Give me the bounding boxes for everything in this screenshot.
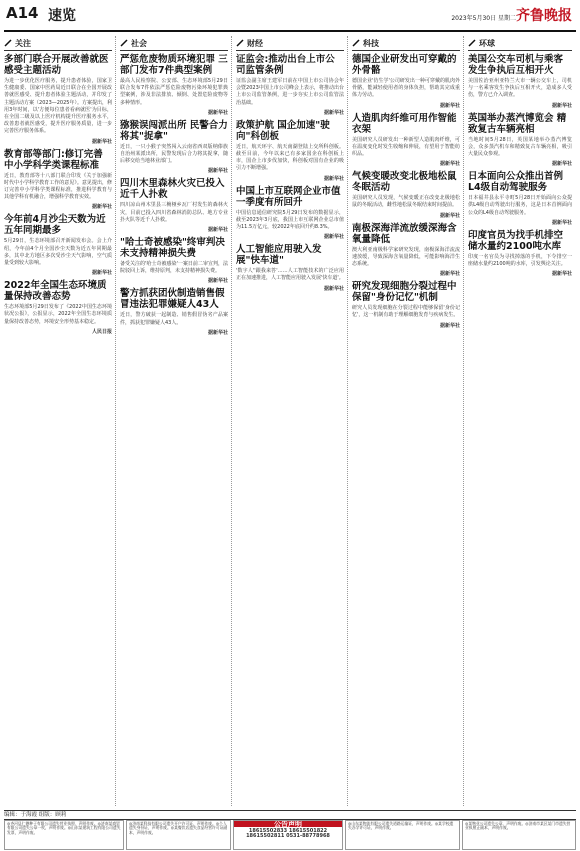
article-body: 近日，教育部等十八部门联合印发《关于加强新时代中小学科学教育工作的意见》。意见提出，修订完善中小学科学类课程标准，推进科学教育与其他学科有机融合，增强科学教育实效。 bbox=[4, 172, 112, 201]
column-4 bbox=[468, 36, 575, 806]
article bbox=[4, 280, 112, 335]
article-headline[interactable]: 英国举办蒸汽博览会 精致复古车辆亮相 bbox=[468, 112, 567, 135]
article-source: 据新华社 bbox=[551, 271, 572, 278]
section-title: 速览 bbox=[48, 8, 76, 24]
article-source: 据新华社 bbox=[439, 161, 460, 168]
article bbox=[236, 186, 344, 241]
column-heading bbox=[468, 36, 572, 51]
article-headline[interactable]: 中国上市互联网企业市值一季度有所回升 bbox=[236, 185, 341, 208]
article bbox=[236, 244, 344, 291]
article-source: 据新华社 bbox=[91, 270, 112, 277]
article-source: 据新华社 bbox=[323, 234, 344, 241]
article-source: 据新华社 bbox=[323, 109, 344, 116]
article-body: 日本福井县永平寺町5月28日开始面向公众提供L4级自动驾驶出行服务，这是日本首例面向公众的L4级自动驾驶服务。 bbox=[468, 195, 572, 216]
article-source: 据新华社 bbox=[91, 138, 112, 145]
article-body: 美国研究人员发现，气候变暖正在改变北极地松鼠的冬眠活动，雌性地松鼠冬眠结束时间提前。 bbox=[352, 195, 460, 209]
article bbox=[352, 171, 460, 218]
ad-block: ◎某物业公司遗失公章，声明作废。◎济南市某区某门市遗失营业执照正副本，声明作废。 bbox=[462, 820, 576, 850]
article bbox=[352, 113, 460, 168]
article-source: 据新华社 bbox=[439, 322, 460, 329]
article-headline[interactable]: 人造肌肉纤维可用作智能衣架 bbox=[352, 112, 457, 135]
article-headline[interactable]: 猕猴误闯派出所 民警合力将其"捉拿" bbox=[120, 119, 228, 142]
article-headline[interactable]: "哈士奇被感染"终审判决 未支持精神损失费 bbox=[120, 237, 225, 260]
article-source: 据新华社 bbox=[551, 102, 572, 109]
article-source: 据新华社 bbox=[207, 227, 228, 234]
article bbox=[236, 54, 344, 116]
article-headline[interactable]: 气候变暖改变北极地松鼠冬眠活动 bbox=[352, 171, 457, 194]
column-title: 环球 bbox=[479, 38, 495, 48]
slash-icon bbox=[468, 39, 476, 47]
slash-icon bbox=[352, 39, 360, 47]
article-headline[interactable]: 日本面向公众推出首例L4级自动驾驶服务 bbox=[468, 171, 564, 194]
article-headline[interactable]: 多部门联合开展改善就医感受主题活动 bbox=[4, 54, 109, 76]
article-headline[interactable]: 南极深海洋流放缓深海含氧量降低 bbox=[352, 222, 457, 245]
article-body: 备受关注的'哈士奇被感染'一案日前二审宣判，法院驳回上诉，维持原判，未支持精神损失费。 bbox=[120, 261, 228, 275]
article-source: 人民日报 bbox=[91, 328, 112, 335]
editor-credits: 编辑：于海霞 组版：顾莉 bbox=[4, 810, 576, 820]
article-source: 据新华社 bbox=[91, 204, 112, 211]
article-source: 据新华社 bbox=[439, 271, 460, 278]
notice-title: 公告声明 bbox=[234, 821, 342, 827]
column-1 bbox=[120, 36, 232, 806]
ad-block: ◎济南某科技有限公司遗失开户许可证，声明作废。◎个人遗失身份证，声明作废。◎某餐饮店遗失食品经营许可证副本，声明作废。 bbox=[126, 820, 231, 850]
article bbox=[4, 54, 112, 145]
article-headline[interactable]: 警方抓获团伙制造销售假冒违法犯罪嫌疑人43人 bbox=[120, 288, 225, 311]
article-headline[interactable]: 证监会:推动出台上市公司监管条例 bbox=[236, 54, 335, 76]
notice-block bbox=[233, 820, 343, 850]
ad-block: ◎山东某物流有限公司遗失道路运输证，声明作废。◎某学校遗失办学许可证，声明作废。 bbox=[345, 820, 460, 850]
article-source: 据新华社 bbox=[439, 212, 460, 219]
article-body: 当地时间5月28日，英国某地举办蒸汽博览会，众多蒸汽机车和精致复古车辆亮相，吸引大量民众参观。 bbox=[468, 136, 572, 158]
article-headline[interactable]: 印度官员为找手机排空储水量约2100吨水库 bbox=[468, 229, 564, 252]
article-headline[interactable]: 美国公交车司机与乘客发生争执后互相开火 bbox=[468, 54, 564, 76]
page-header bbox=[4, 2, 576, 32]
article-headline[interactable]: 研究发现细胞分裂过程中保留"身份记忆"机制 bbox=[352, 281, 457, 304]
article-body: 证监会副主席王建军日前在中国上市公司协会年会暨2023中国上市公司峰会上表示，将推动出台上市公司监管条例，进一步夯实上市公司监管法治基础。 bbox=[236, 78, 344, 106]
article-body: 四川凉山州木里县三桷桠乡瓦厂村发生的森林火灾，目前已投入四川省森林消防总队、地方专业扑火队等近千人扑救。 bbox=[120, 202, 228, 223]
article-body: 印度一名官员为寻找掉落的手机，下令排空一座储水量约2100吨的水库，引发舆论关注。 bbox=[468, 253, 572, 268]
article-source: 据新华社 bbox=[551, 219, 572, 226]
column-title: 社会 bbox=[131, 38, 147, 48]
article bbox=[120, 120, 228, 175]
article-source: 据新华社 bbox=[207, 278, 228, 285]
article-body: 中国信息通信研究院5月29日发布的数据显示，截至2023年3月底，我国上市互联网企业总市值为11.5万亿元，较2022年底回升约8.3%。 bbox=[236, 209, 344, 231]
article-headline[interactable]: 严惩危废物质环境犯罪 三部门发布7件典型案例 bbox=[120, 54, 228, 76]
article-source: 据新华社 bbox=[551, 161, 572, 168]
column-title: 关注 bbox=[15, 38, 31, 48]
column-title: 财经 bbox=[247, 38, 263, 48]
article-body: 近日，警方破获一起制造、销售假冒伪劣产品案件，抓获犯罪嫌疑人43人。 bbox=[120, 312, 228, 326]
article bbox=[120, 178, 228, 233]
article-body: 近日，一只小猴子突然闯入云南省西双版纳傣族自治州某派出所，民警发现后合力将其捉拿，随后移交给当地林业部门。 bbox=[120, 143, 228, 165]
column-heading bbox=[236, 36, 344, 51]
article bbox=[468, 230, 572, 277]
article-headline[interactable]: 今年前4月沙尘天数为近五年同期最多 bbox=[4, 214, 106, 237]
article-source: 据新华社 bbox=[323, 175, 344, 182]
article bbox=[4, 149, 112, 211]
article-source: 据新华社 bbox=[439, 102, 460, 109]
article-headline[interactable]: 德国企业研发出可穿戴的外骨骼 bbox=[352, 54, 457, 76]
article-body: 生态环境部5月29日发布了《2022中国生态环境状况公报》，公报显示，2022年全国生态环境质量保持改善态势，环境安全形势基本稳定。 bbox=[4, 304, 112, 325]
article bbox=[352, 54, 460, 109]
column-0 bbox=[4, 36, 116, 806]
article bbox=[468, 113, 572, 168]
column-title: 科技 bbox=[363, 38, 379, 48]
column-heading bbox=[4, 36, 112, 51]
article-headline[interactable]: 人工智能应用驶入发展"快车道" bbox=[236, 244, 322, 267]
column-2 bbox=[236, 36, 348, 806]
article bbox=[120, 288, 228, 335]
article-body: 5月29日，生态环境部召开新闻发布会。会上介绍，今年前4个月全国沙尘天数为近五年同期最多，其中北方地区多次受沙尘天气影响，空气质量受到较大影响。 bbox=[4, 238, 112, 267]
article-headline[interactable]: 2022年全国生态环境质量保持改善态势 bbox=[4, 280, 107, 303]
column-heading bbox=[352, 36, 460, 51]
article bbox=[236, 120, 344, 182]
slash-icon bbox=[120, 39, 128, 47]
article-source: 据新华社 bbox=[207, 109, 228, 116]
page-number: A14 bbox=[6, 4, 39, 22]
article-headline[interactable]: 政策护航 国企加速"驶向"科创板 bbox=[236, 119, 330, 142]
article bbox=[468, 54, 572, 109]
ad-block: ◎齐河县仁德种子有限公司遗失营业执照，声明作废。◎济南某商贸有限公司遗失公章一枚，声明作废。◎山东某建筑工程有限公司遗失发票，声明作废。 bbox=[4, 820, 124, 850]
article-source: 据新华社 bbox=[207, 168, 228, 175]
article-body: 最高人民检察院、公安部、生态环境部5月29日联合发布7件依法严惩危险废物污染环境犯罪典型案例，涉及非法排放、倾倒、处置危险废物等多种情形。 bbox=[120, 78, 228, 106]
issue-date: 2023年5月30日 星期二 bbox=[451, 15, 516, 22]
article-body: 德国企业'仿生学'公司研发出一种可穿戴的肌肉外骨骼，能减轻使用者的身体负担，帮助其完成重体力劳动。 bbox=[352, 78, 460, 99]
newspaper-logo: 齐鲁晚报 bbox=[516, 8, 572, 24]
article bbox=[120, 237, 228, 284]
article bbox=[4, 214, 112, 276]
article-source: 据新华社 bbox=[207, 329, 228, 336]
article-body: 美国研究人员研发出一种新型人造肌肉纤维，可在温度变化时发生收缩和伸展，有望用于智能纺织品。 bbox=[352, 136, 460, 158]
article-body: 为进一步优化医疗服务，提升患者体验，国家卫生健康委、国家中医药局近日联合在全国开展改善就医感受、提升患者体验主题活动，并印发了主题活动方案（2023—2025年）。方案提出，利用3年时间，以'方便每位患者看病就医'为目标，在全国二级及以上医疗机构提升医疗服务水平，改善患者就医感受，提升医疗服务质量，进一步完善医疗服务体系。 bbox=[4, 78, 112, 135]
article-body: 研究人员发现细胞在分裂过程中能够保留'身份记忆'，这一机制有助于理解细胞发育与疾病发生。 bbox=[352, 305, 460, 319]
article bbox=[468, 171, 572, 226]
article-headline[interactable]: 教育部等部门:修订完善中小学科学类课程标准 bbox=[4, 148, 103, 171]
article-body: 美国佐治亚州亚特兰大市一辆公交车上，司机与一名乘客发生争执后互相开火，造成多人受伤，警方已介入调查。 bbox=[468, 78, 572, 99]
article-body: '数字人''跟我来答'……人工智能技术的广泛应用正在加速推进，人工智能应用驶入发展'快车道'。 bbox=[236, 268, 344, 282]
slash-icon bbox=[4, 39, 12, 47]
article-body: 澳大利亚南极科学家研究发现，南极深海洋流流速放缓，导致深海含氧量降低，可能影响海洋生态系统。 bbox=[352, 246, 460, 268]
column-heading bbox=[120, 36, 228, 51]
article bbox=[120, 54, 228, 116]
notice-phone: 18615502833 18615501822 18615502811 0531-88778968 bbox=[246, 828, 330, 839]
article bbox=[352, 281, 460, 328]
classified-ads bbox=[4, 820, 576, 850]
article-source: 据新华社 bbox=[323, 285, 344, 292]
article-body: 近日，航天环宇、航天南湖登陆上交所科创板。截至目前，今年以来已有多家国企在科创板上市，国企上市步伐加快，科创板对国有企业的吸引力不断增强。 bbox=[236, 143, 344, 172]
article bbox=[352, 223, 460, 278]
column-3 bbox=[352, 36, 464, 806]
article-headline[interactable]: 四川木里森林火灾已投入近千人扑救 bbox=[120, 178, 225, 201]
slash-icon bbox=[236, 39, 244, 47]
